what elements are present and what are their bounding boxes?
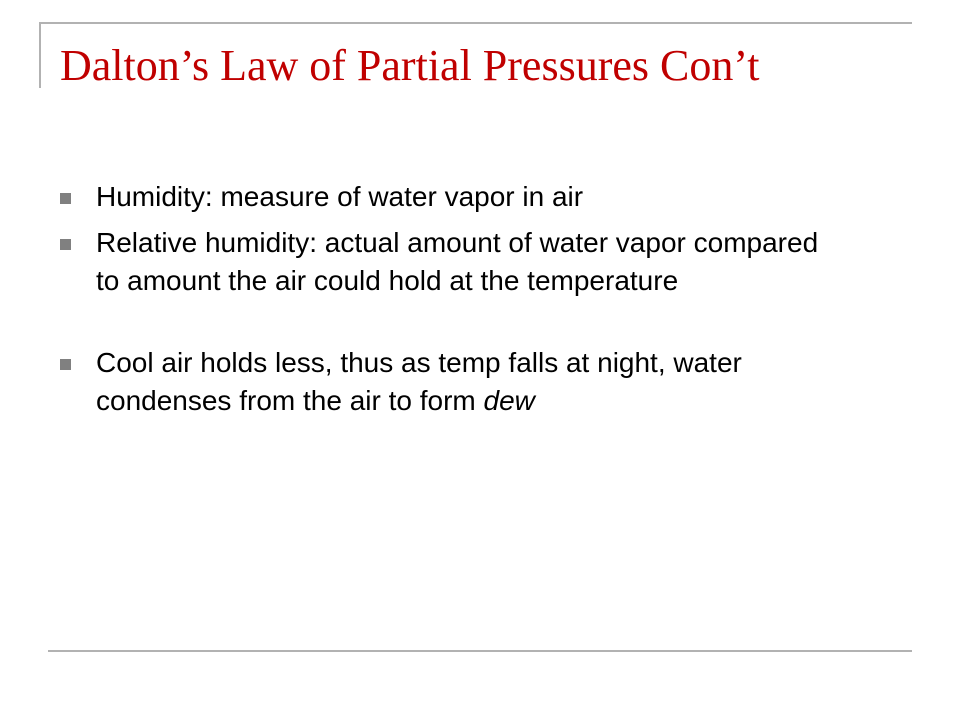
bullet-emphasis-dew: dew <box>483 385 535 416</box>
bullet-item-humidity <box>60 178 840 216</box>
top-rule-divider <box>40 22 912 24</box>
bullet-text: Humidity: measure of water vapor in air <box>96 181 584 212</box>
bullet-item-relative-humidity <box>60 224 840 300</box>
square-bullet-icon <box>60 193 71 204</box>
left-rule-divider <box>39 22 41 88</box>
bullet-text: Relative humidity: actual amount of water vapor compared to amount the air could hold at the temperature <box>96 227 819 296</box>
bullet-list <box>60 178 840 428</box>
slide-title: Dalton’s Law of Partial Pressures Con’t <box>60 41 760 90</box>
square-bullet-icon <box>60 239 71 250</box>
square-bullet-icon <box>60 359 71 370</box>
bullet-text: Cool air holds less, thus as temp falls at night, water condenses from the air to form <box>96 347 742 416</box>
bottom-rule-divider <box>48 650 912 652</box>
bullet-item-cool-air <box>60 344 840 420</box>
